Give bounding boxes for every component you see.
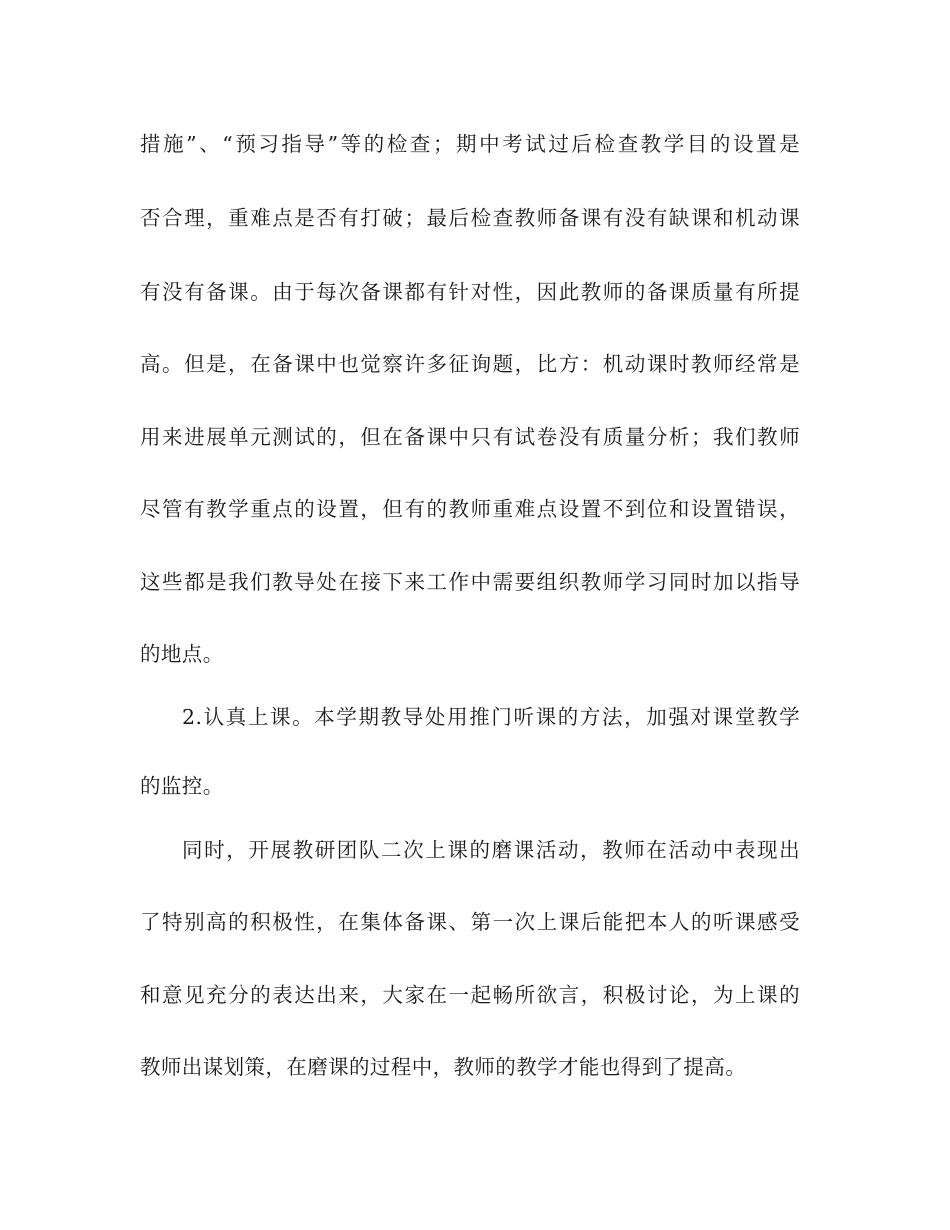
text-line: 2.认真上课。本学期教导处用推门听课的方法，加强对课堂教学 (182, 705, 800, 729)
text-line: 否合理，重难点是否有打破；最后检查教师备课有没有缺课和机动课 (140, 206, 800, 230)
text-line: 同时，开展教研团队二次上课的磨课活动，教师在活动中表现出 (182, 838, 800, 862)
text-line: 和意见充分的表达出来，大家在一起畅所欲言，积极讨论，为上课的 (140, 983, 800, 1007)
text-line: 这些都是我们教导处在接下来工作中需要组织教师学习同时加以指导 (140, 570, 800, 594)
text-line: 教师出谋划策，在磨课的过程中，教师的教学才能也得到了提高。 (140, 1055, 747, 1079)
text-line: 的监控。 (140, 774, 224, 798)
text-line: 尽管有教学重点的设置，但有的教师重难点设置不到位和设置错误， (140, 497, 800, 521)
text-line: 措施”、“预习指导”等的检查；期中考试过后检查教学目的设置是 (140, 132, 800, 156)
text-line: 有没有备课。由于每次备课都有针对性，因此教师的备课质量有所提 (140, 280, 800, 304)
text-line: 了特别高的积极性，在集体备课、第一次上课后能把本人的听课感受 (140, 910, 800, 934)
text-line: 用来进展单元测试的，但在备课中只有试卷没有质量分析；我们教师 (140, 425, 800, 449)
text-line: 的地点。 (140, 642, 224, 666)
text-line: 高。但是，在备课中也觉察许多征询题，比方：机动课时教师经常是 (140, 352, 800, 376)
